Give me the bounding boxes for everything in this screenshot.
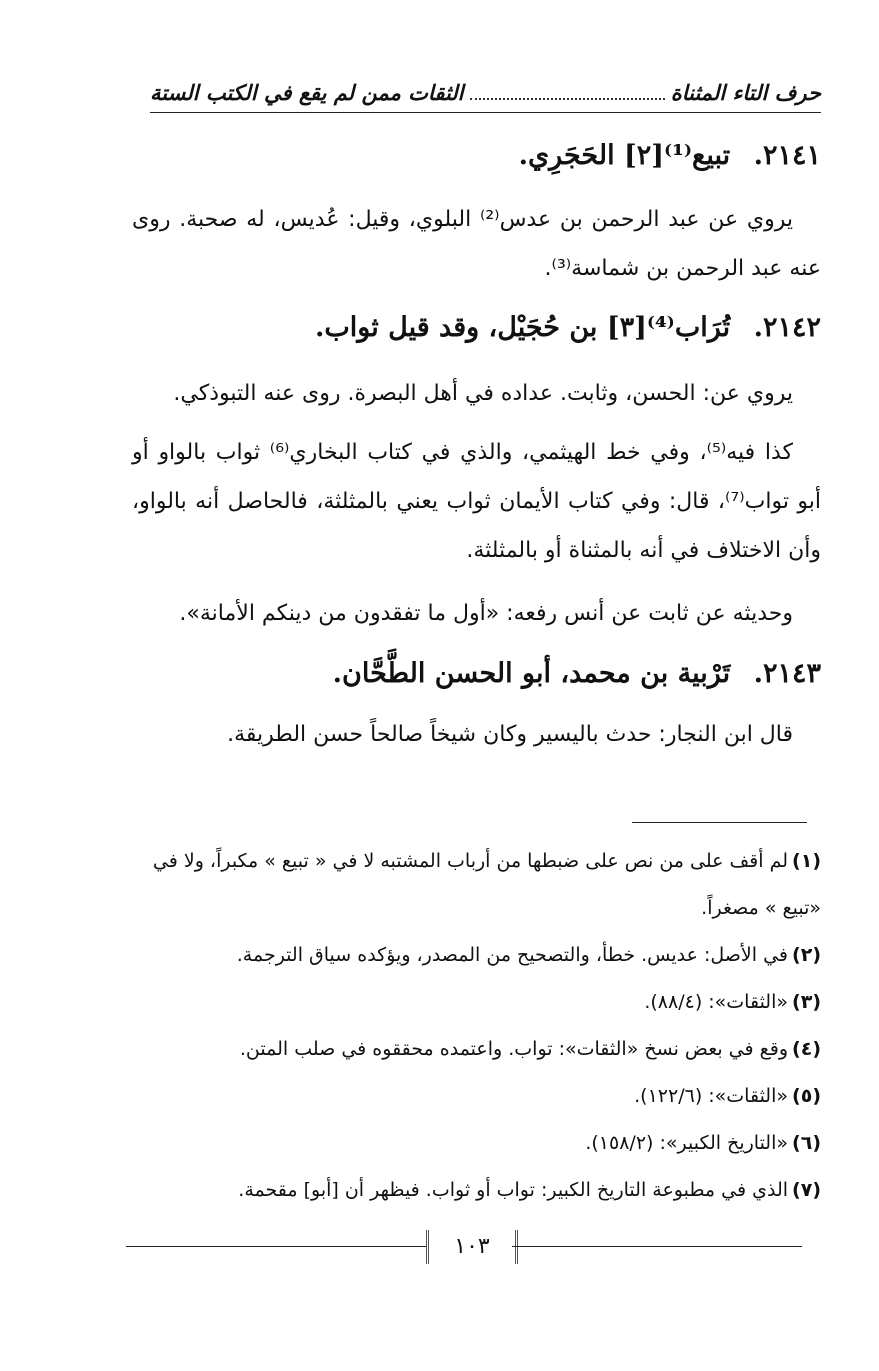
entry-title [120,654,821,694]
running-header [150,72,821,113]
header-dots [470,84,665,100]
footnote: (١)لم أقف على من نص على ضبطها من أرباب المشتبه لا في « تبيع » مكبراً، ولا في «تبيع » مصغراً. [152,850,821,919]
entry-paragraph: يروي عن عبد الرحمن بن عدس⁽²⁾ البلوي، وقيل: عُديس، له صحبة. روى عنه عبد الرحمن بن شماسة⁽³⁾. [132,207,821,281]
entry-paragraph: وحديثه عن ثابت عن أنس رفعه: «أول ما تفقدون من دينكم الأمانة». [179,601,793,626]
footnote: (٥)«الثقات»: (١٢٢/٦). [634,1085,821,1107]
header-book-title: الثقات ممن لم يقع في الكتب الستة [150,79,464,105]
footnote: (٢)في الأصل: عديس. خطأ، والتصحيح من المصدر، ويؤكده سياق الترجمة. [236,944,821,966]
footnotes [110,838,821,1214]
page-footer [126,1230,802,1264]
page-number: ١٠٣ [426,1230,518,1264]
entry-paragraph: كذا فيه⁽⁵⁾، وفي خط الهيثمي، والذي في كتاب البخاري⁽⁶⁾ ثواب بالواو أو أبو تواب⁽⁷⁾، قال: وفي كتاب الأيمان ثواب يعني بالمثلثة، فالحاصل أنه بالواو، وأن الاختلاف في أنه بالمثناة أو بالمثلثة. [132,440,821,563]
footnote-separator [632,822,807,823]
entry-name: تُرَاب⁽⁴⁾[٣] بن حُجَيْل، وقد قيل ثواب. [314,312,731,343]
entry-number: ٢١٤٢. [753,312,821,343]
footer-rule [126,1246,426,1247]
entry-paragraph: قال ابن النجار: حدث باليسير وكان شيخاً صالحاً حسن الطريقة. [227,722,793,747]
header-chapter: حرف التاء المثناة [670,79,821,105]
footer-rule [512,1246,802,1247]
footnote: (٣)«الثقات»: (٨٨/٤). [644,991,821,1013]
entry-name: تَرْبية بن محمد، أبو الحسن الطَّحَّان. [332,658,731,689]
footnote: (٦)«التاريخ الكبير»: (١٥٨/٢). [585,1132,821,1154]
entry-number: ٢١٤١. [753,140,821,171]
entry-title [120,308,821,348]
entry-number: ٢١٤٣. [753,658,821,689]
entry-name: تبيع⁽¹⁾[٢] الحَجَرِي. [518,140,731,171]
entry-title [120,136,821,176]
footnote: (٧)الذي في مطبوعة التاريخ الكبير: تواب أو ثواب. فيظهر أن [أبو] مقحمة. [238,1179,821,1201]
footnote: (٤)وقع في بعض نسخ «الثقات»: تواب. واعتمده محققوه في صلب المتن. [239,1038,821,1060]
entry-paragraph: يروي عن: الحسن، وثابت. عداده في أهل البصرة. روى عنه التبوذكي. [173,381,793,406]
